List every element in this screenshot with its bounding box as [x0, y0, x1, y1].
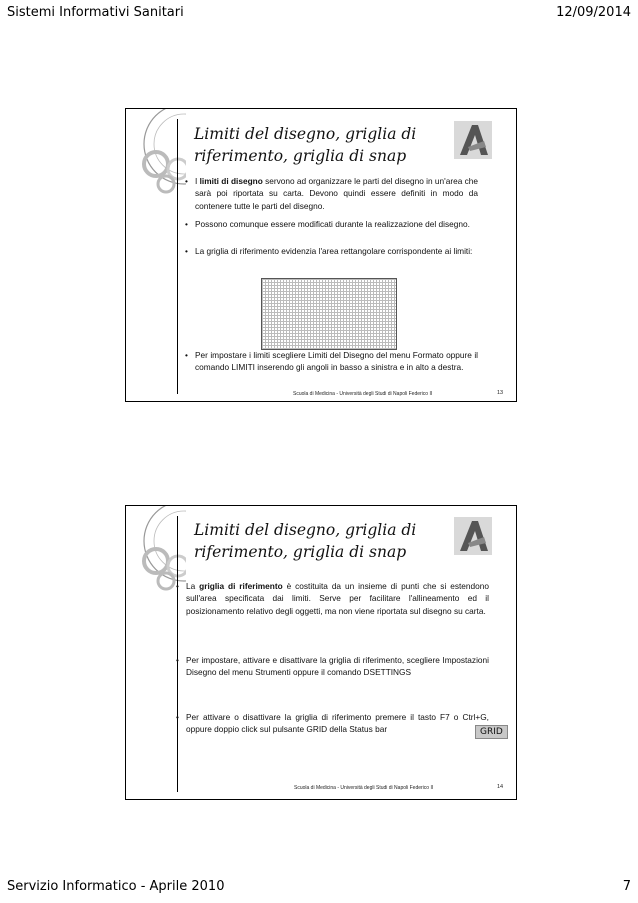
- bullet-dot-icon: •: [176, 581, 179, 591]
- bullet-dot-icon: •: [185, 246, 188, 256]
- slide-title: [194, 519, 444, 563]
- bullet-item: • Per impostare, attivare e disattivare la griglia di riferimento, scegliere Impostazioni Disegno del menu Strumenti oppure il comando DSETTINGS: [176, 655, 489, 678]
- bullet-item: • Per attivare o disattivare la griglia di riferimento premere il tasto F7 o Ctrl+G, oppure doppio click sul pulsante GRID della Status bar: [176, 712, 489, 735]
- bullet-dot-icon: •: [176, 655, 179, 665]
- slide-title-line-1: Limiti del disegno, griglia di: [194, 125, 417, 143]
- bullet-item: • Per impostare i limiti scegliere Limiti del Disegno del menu Formato oppure il comando LIMITI inserendo gli angoli in basso a sinistra e in alto a destra.: [185, 350, 478, 373]
- page-number: 7: [622, 879, 631, 894]
- bullet-dot-icon: •: [176, 712, 179, 722]
- slide-title-line-1: Limiti del disegno, griglia di: [194, 521, 417, 539]
- slide-footer: Scuola di Medicina - Università degli Studi di Napoli Federico II: [293, 391, 433, 397]
- autocad-logo-icon: [454, 121, 492, 159]
- bullet-item: • La griglia di riferimento è costituita da un insieme di punti che si estendono sull'area specificata dai limiti. Serve per facilitare l'allineamento ed il posizionamento relativo degli oggetti, ma non viene riportata sul disegno su carta.: [176, 581, 489, 616]
- bullet-dot-icon: •: [185, 350, 188, 360]
- slide-number: 13: [497, 390, 504, 396]
- slide-footer: Scuola di Medicina - Università degli Studi di Napoli Federico II: [294, 785, 434, 791]
- page-header-title: Sistemi Informativi Sanitari: [7, 5, 184, 20]
- autocad-logo-icon: [454, 517, 492, 555]
- bullet-item: • I limiti di disegno servono ad organizzare le parti del disegno in un'area che sarà poi riportata su carta. Devono quindi essere definiti in modo da contenere tutte le parti del disegno.: [185, 176, 478, 211]
- slide-13: [125, 108, 517, 402]
- slide-number: 14: [497, 784, 504, 790]
- page-footer-text: Servizio Informatico - Aprile 2010: [7, 879, 225, 894]
- bullet-item: • La griglia di riferimento evidenzia l'area rettangolare corrispondente ai limiti:: [185, 246, 473, 256]
- slide-title-line-2: riferimento, griglia di snap: [194, 147, 407, 165]
- bullet-dot-icon: •: [185, 219, 188, 229]
- drawing-limits-grid-image: [261, 278, 397, 350]
- grid-status-bar-button: GRID: [475, 725, 508, 739]
- bullet-item: • Possono comunque essere modificati durante la realizzazione del disegno.: [185, 219, 470, 229]
- bullet-dot-icon: •: [185, 176, 188, 186]
- slide-14: [125, 505, 517, 800]
- slide-title-line-2: riferimento, griglia di snap: [194, 543, 407, 561]
- slide-title: [194, 123, 444, 167]
- page-header-date: 12/09/2014: [556, 5, 631, 20]
- slide-divider-line: [177, 119, 178, 394]
